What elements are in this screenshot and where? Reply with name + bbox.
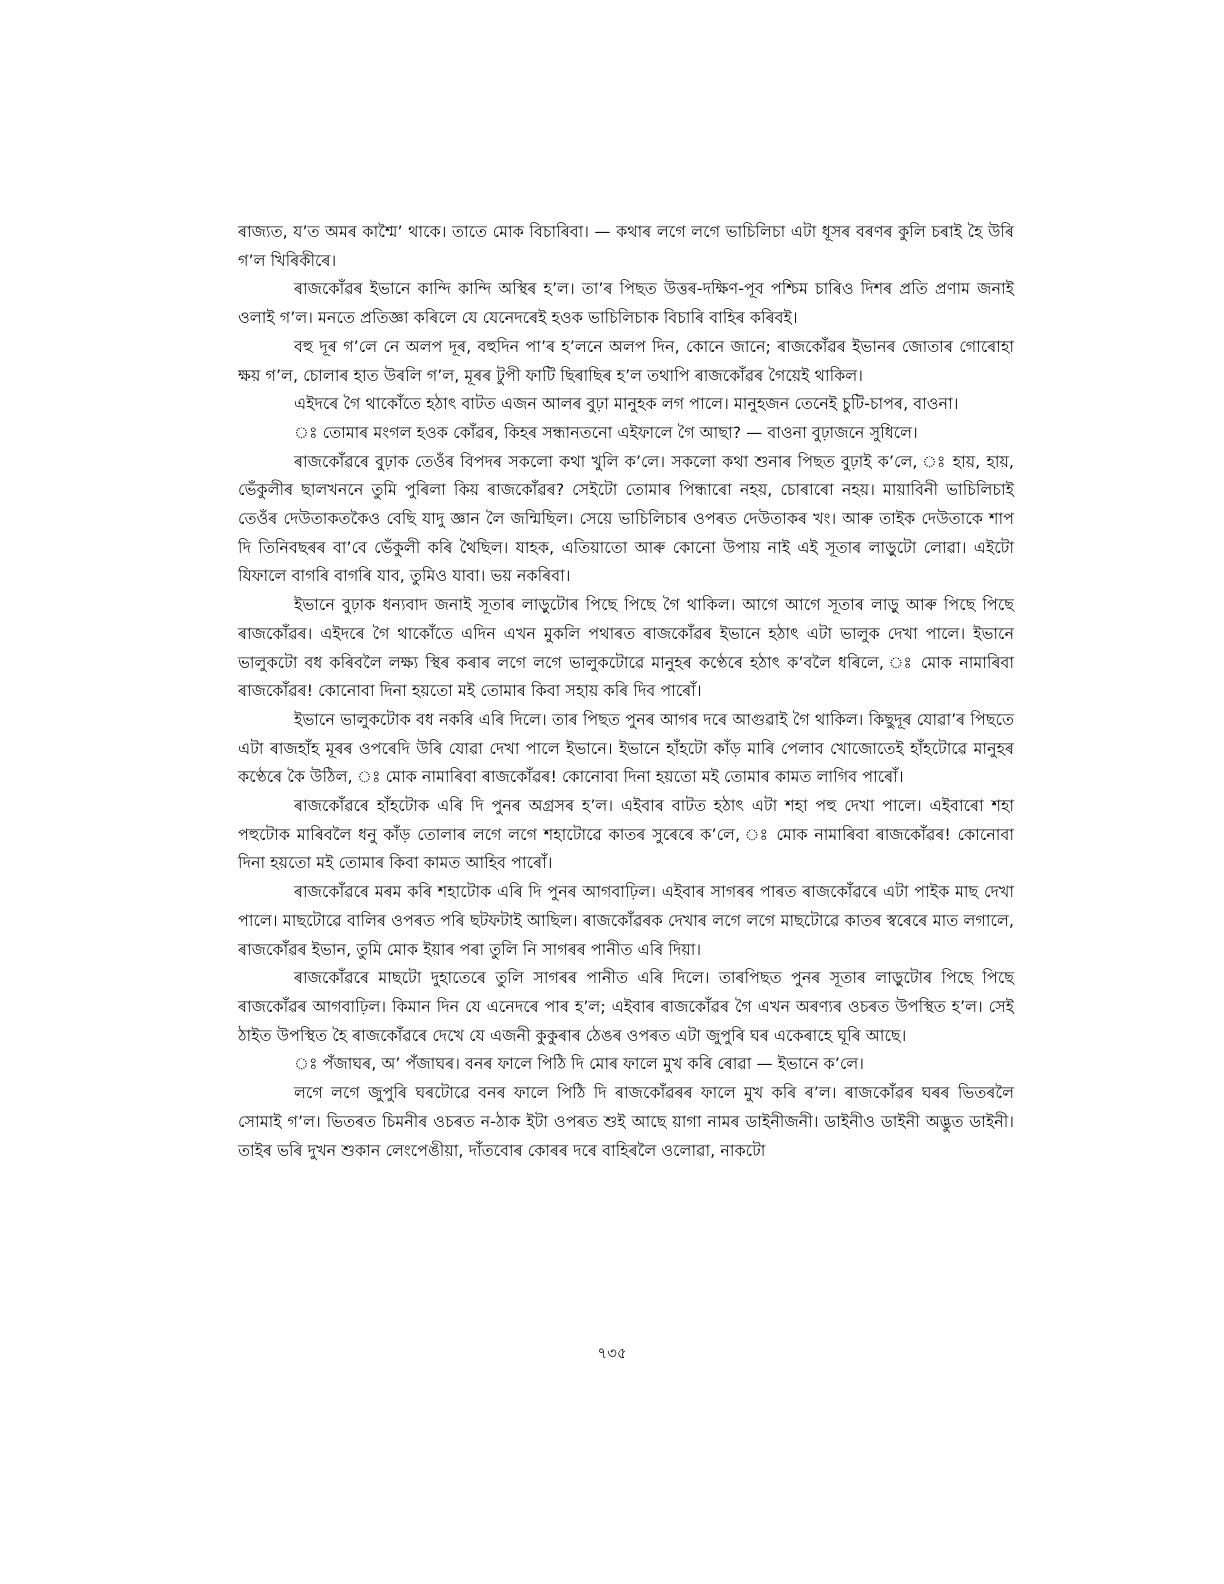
paragraph-5: ঃ তোমাৰ মংগল হওক কোঁৱৰ, কিহৰ সন্ধানতনো এইফালে গৈ আছা? — বাওনা বুঢ়াজনে সুধিলে।	[294, 422, 918, 442]
paragraph-8: ইভানে ভালুকটোক বধ নকৰি এৰি দিলে। তাৰ পিছত পুনৰ আগৰ দৰে আগুৱাই গৈ থাকিল। কিছুদূৰ যোৱা’ৰ পিছতে এটা ৰাজহাঁহ মূৰৰ ওপৰেদি উৰি যোৱা দেখা পালে ইভানে। ইভানে হাঁহটো কাঁড় মাৰি পেলাব খোজোতেই হাঁহটোৱে মানুহৰ কণ্ঠেৰে কৈ উঠিল, ঃ মোক নামাৰিবা ৰাজকোঁৱৰ! কোনোবা দিনা হয়তো মই তোমাৰ কামত লাগিব পাৰোঁ।	[238, 709, 1014, 787]
paragraph-9: ৰাজকোঁৱৰে হাঁহটোক এৰি দি পুনৰ অগ্ৰসৰ হ’ল। এইবাৰ বাটত হঠাৎ এটা শহা পহু দেখা পালে। এইবাৰো শহা পহুটোক মাৰিবলৈ ধনু কাঁড় তোলাৰ লগে লগে শহাটোৱে কাতৰ সুৰেৰে ক’লে, ঃ মোক নামাৰিবা ৰাজকোঁৱৰ! কোনোবা দিনা হয়তো মই তোমাৰ কিবা কামত আহিব পাৰোঁ।	[238, 796, 1014, 873]
paragraph-12: ঃ পঁজাঘৰ, অ’ পঁজাঘৰ। বনৰ ফালে পিঠি দি মোৰ ফালে মুখ কৰি ৰোৱা — ইভানে ক’লে।	[294, 1054, 864, 1074]
paragraph-4: এইদৰে গৈ থাকোঁতে হঠাৎ বাটত এজন আলৰ বুঢ়া মানুহক লগ পালে। মানুহজন তেনেই চুটি-চাপৰ, বাওনা।	[294, 394, 959, 414]
paragraph-6: ৰাজকোঁৱৰে বুঢ়াক তেওঁৰ বিপদৰ সকলো কথা খুলি ক’লে। সকলো কথা শুনাৰ পিছত বুঢ়াই ক’লে, ঃ হায়, হায়, ভেঁকুলীৰ ছালখননে তুমি পুৰিলা কিয় ৰাজকোঁৱৰ? সেইটো তোমাৰ পিন্ধাৰো নহয়, চোৰাৰো নহয়। মায়াবিনী ভাচিলিচাই তেওঁৰ দেউতাকতকৈও বেছি যাদু জ্ঞান লৈ জন্মিছিল। সেয়ে ভাচিলিচাৰ ওপৰত দেউতাকৰ খং। আৰু তাইক দেউতাকে শাপ দি তিনিবছৰৰ বা’বে ভেঁকুলী কৰি থৈছিল। যাহক, এতিয়াতো আৰু কোনো উপায় নাই এই সূতাৰ লাড়ুটো লোৱা। এইটো যিফালে বাগৰি বাগৰি যাব, তুমিও যাবা। ভয় নকৰিবা।	[238, 451, 1014, 586]
paragraph-2: ৰাজকোঁৱৰ ইভানে কান্দি কান্দি অস্থিৰ হ’ল। তা’ৰ পিছত উত্তৰ-দক্ষিণ-পূব পশ্চিম চাৰিও দিশৰ প্ৰতি প্ৰণাম জনাই ওলাই গ’ল। মনতে প্ৰতিজ্ঞা কৰিলে যে যেনেদৰেই হওক ভাচিলিচাক বিচাৰি বাহিৰ কৰিবই।	[238, 279, 1014, 328]
paragraph-11: ৰাজকোঁৱৰে মাছটো দুহাতেৰে তুলি সাগৰৰ পানীত এৰি দিলে। তাৰপিছত পুনৰ সূতাৰ লাড়ুটোৰ পিছে পিছে ৰাজকোঁৱৰ আগবাঢ়িল। কিমান দিন যে এনেদৰে পাৰ হ’ল; এইবাৰ ৰাজকোঁৱৰ গৈ এখন অৰণ্যৰ ওচৰত উপস্থিত হ’ল। সেই ঠাইত উপস্থিত হৈ ৰাজকোঁৱৰে দেখে যে এজনী কুকুৰাৰ ঠেঙৰ ওপৰত এটা জুপুৰি ঘৰ একেৰাহে ঘূৰি আছে।	[238, 968, 1014, 1045]
page-number: ৭৩৫	[597, 1344, 627, 1362]
paragraph-10: ৰাজকোঁৱৰে মৰম কৰি শহাটোক এৰি দি পুনৰ আগবাঢ়িল। এইবাৰ সাগৰৰ পাৰত ৰাজকোঁৱৰে এটা পাইক মাছ দেখা পালে। মাছটোৱে বালিৰ ওপৰত পৰি ছটফটাই আছিল। ৰাজকোঁৱৰক দেখাৰ লগে লগে মাছটোৱে কাতৰ স্বৰেৰে মাত লগালে, ৰাজকোঁৱৰ ইভান, তুমি মোক ইয়াৰ পৰা তুলি নি সাগৰৰ পানীত এৰি দিয়া।	[238, 882, 1014, 959]
page-body	[238, 218, 1014, 1165]
paragraph-7: ইভানে বুঢ়াক ধন্যবাদ জনাই সূতাৰ লাড়ুটোৰ পিছে পিছে গৈ থাকিল। আগে আগে সূতাৰ লাড়ু আৰু পিছে পিছে ৰাজকোঁৱৰ। এইদৰে গৈ থাকোঁতে এদিন এখন মুকলি পথাৰত ৰাজকোঁৱৰ ইভানে হঠাৎ এটা ভালুক দেখা পালে। ইভানে ভালুকটো বধ কৰিবলৈ লক্ষ্য স্থিৰ কৰাৰ লগে লগে ভালুকটোৱে মানুহৰ কণ্ঠেৰে হঠাৎ ক’বলৈ ধৰিলে, ঃ মোক নামাৰিবা ৰাজকোঁৱৰ! কোনোবা দিনা হয়তো মই তোমাৰ কিবা সহায় কৰি দিব পাৰোঁ।	[238, 595, 1014, 701]
paragraph-3: বহু দূৰ গ’লে নে অলপ দূৰ, বহুদিন পা’ৰ হ’লনে অলপ দিন, কোনে জানে; ৰাজকোঁৱৰ ইভানৰ জোতাৰ গোৰোহা ক্ষয় গ’ল, চোলাৰ হাত উৰলি গ’ল, মূৰৰ টুপী ফাটি ছিৰাছিৰ হ’ল তথাপি ৰাজকোঁৱৰ গৈয়েই থাকিল।	[238, 336, 1014, 385]
paragraph-13: লগে লগে জুপুৰি ঘৰটোৱে বনৰ ফালে পিঠি দি ৰাজকোঁৱৰৰ ফালে মুখ কৰি ৰ’ল। ৰাজকোঁৱৰ ঘৰৰ ভিতৰলৈ সোমাই গ’ল। ভিতৰত চিমনীৰ ওচৰত ন-ঠাক ইটা ওপৰত শুই আছে য়াগা নামৰ ডাইনীজনী। ডাইনীও ডাইনী অদ্ভুত ডাইনী। তাইৰ ভৰি দুখন শুকান লেংপেঙীয়া, দাঁতবোৰ কোৰৰ দৰে বাহিৰলৈ ওলোৱা, নাকটো	[238, 1083, 1014, 1160]
paragraph-1: ৰাজ্যত, য’ত অমৰ কাশ্মৈ’ থাকে। তাতে মোক বিচাৰিবা। — কথাৰ লগে লগে ভাচিলিচা এটা ধূসৰ বৰণৰ কুলি চৰাই হৈ উৰি গ’ল খিৰিকীৰে।	[238, 222, 1014, 270]
